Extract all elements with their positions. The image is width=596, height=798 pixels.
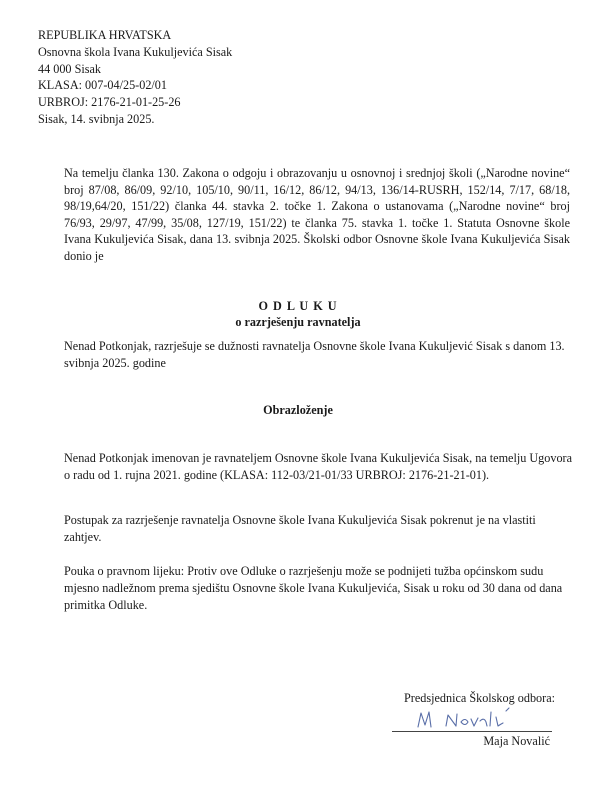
signature-line [392,731,552,732]
reasoning-paragraph-1: Nenad Potkonjak imenovan je ravnateljem Osnovne škole Ivana Kukuljevića Sisak, na temelju Ugovora o radu od 1. rujna 2021. godine (KLASA: 112-03/21-01/33 URBROJ: 2176-21-21-01). [64,451,573,482]
letterhead [38,27,232,128]
header-school: Osnovna škola Ivana Kukuljevića Sisak [38,44,233,59]
signature-scribble [412,707,522,733]
signatory-name: Maja Novalić [483,734,550,748]
header-date: Sisak, 14. svibnja 2025. [38,111,155,126]
header-klasa: KLASA: 007-04/25-02/01 [38,78,167,93]
reasoning-heading: Obrazloženje [263,403,333,417]
handwritten-signature [412,707,522,733]
signatory-role: Predsjednica Školskog odbora: [404,691,555,705]
document-title: O D L U K U [258,299,338,313]
document-subtitle: o razrješenju ravnatelja [235,315,361,329]
header-city: 44 000 Sisak [38,61,101,76]
legal-basis-paragraph: Na temelju članka 130. Zakona o odgoju i obrazovanju u osnovnoj i srednjoj školi („Narodne novine“ broj 87/08, 86/09, 92/10, 105/10, 90/11, 16/12, 86/12, 94/13, 136/14-RUSRH, 152/14, 7/17, 68/18, 98/19,64/20, 151/22) članka 44. stavka 2. točke 1. Zakona o ustanovama („Narodne novine“ broj 76/93, 29/97, 47/99, 35/08, 127/19, 151/22) te članka 75. stavka 1. točke 1. Statuta Osnovne škole Ivana Kukuljevića Sisak, dana 13. svibnja 2025. Školski odbor Osnovne škole Ivana Kukuljevića Sisak donio je [64,166,570,263]
decision-paragraph: Nenad Potkonjak, razrješuje se dužnosti ravnatelja Osnovne škole Ivana Kukuljević Sisak s danom 13. svibnja 2025. godine [64,339,565,370]
reasoning-paragraph-2: Postupak za razrješenje ravnatelja Osnovne škole Ivana Kukuljevića Sisak pokrenut je na vlastiti zahtjev. [64,513,536,544]
header-urbroj: URBROJ: 2176-21-01-25-26 [38,95,181,110]
header-country: REPUBLIKA HRVATSKA [38,28,172,42]
legal-remedy-paragraph: Pouka o pravnom lijeku: Protiv ove Odluke o razrješenju može se podnijeti tužba općinskom sudu mjesno nadležnom prema sjedištu Osnovne škole Ivana Kukuljevića, Sisak u roku od 30 dana od dana primitka Odluke. [64,564,563,612]
